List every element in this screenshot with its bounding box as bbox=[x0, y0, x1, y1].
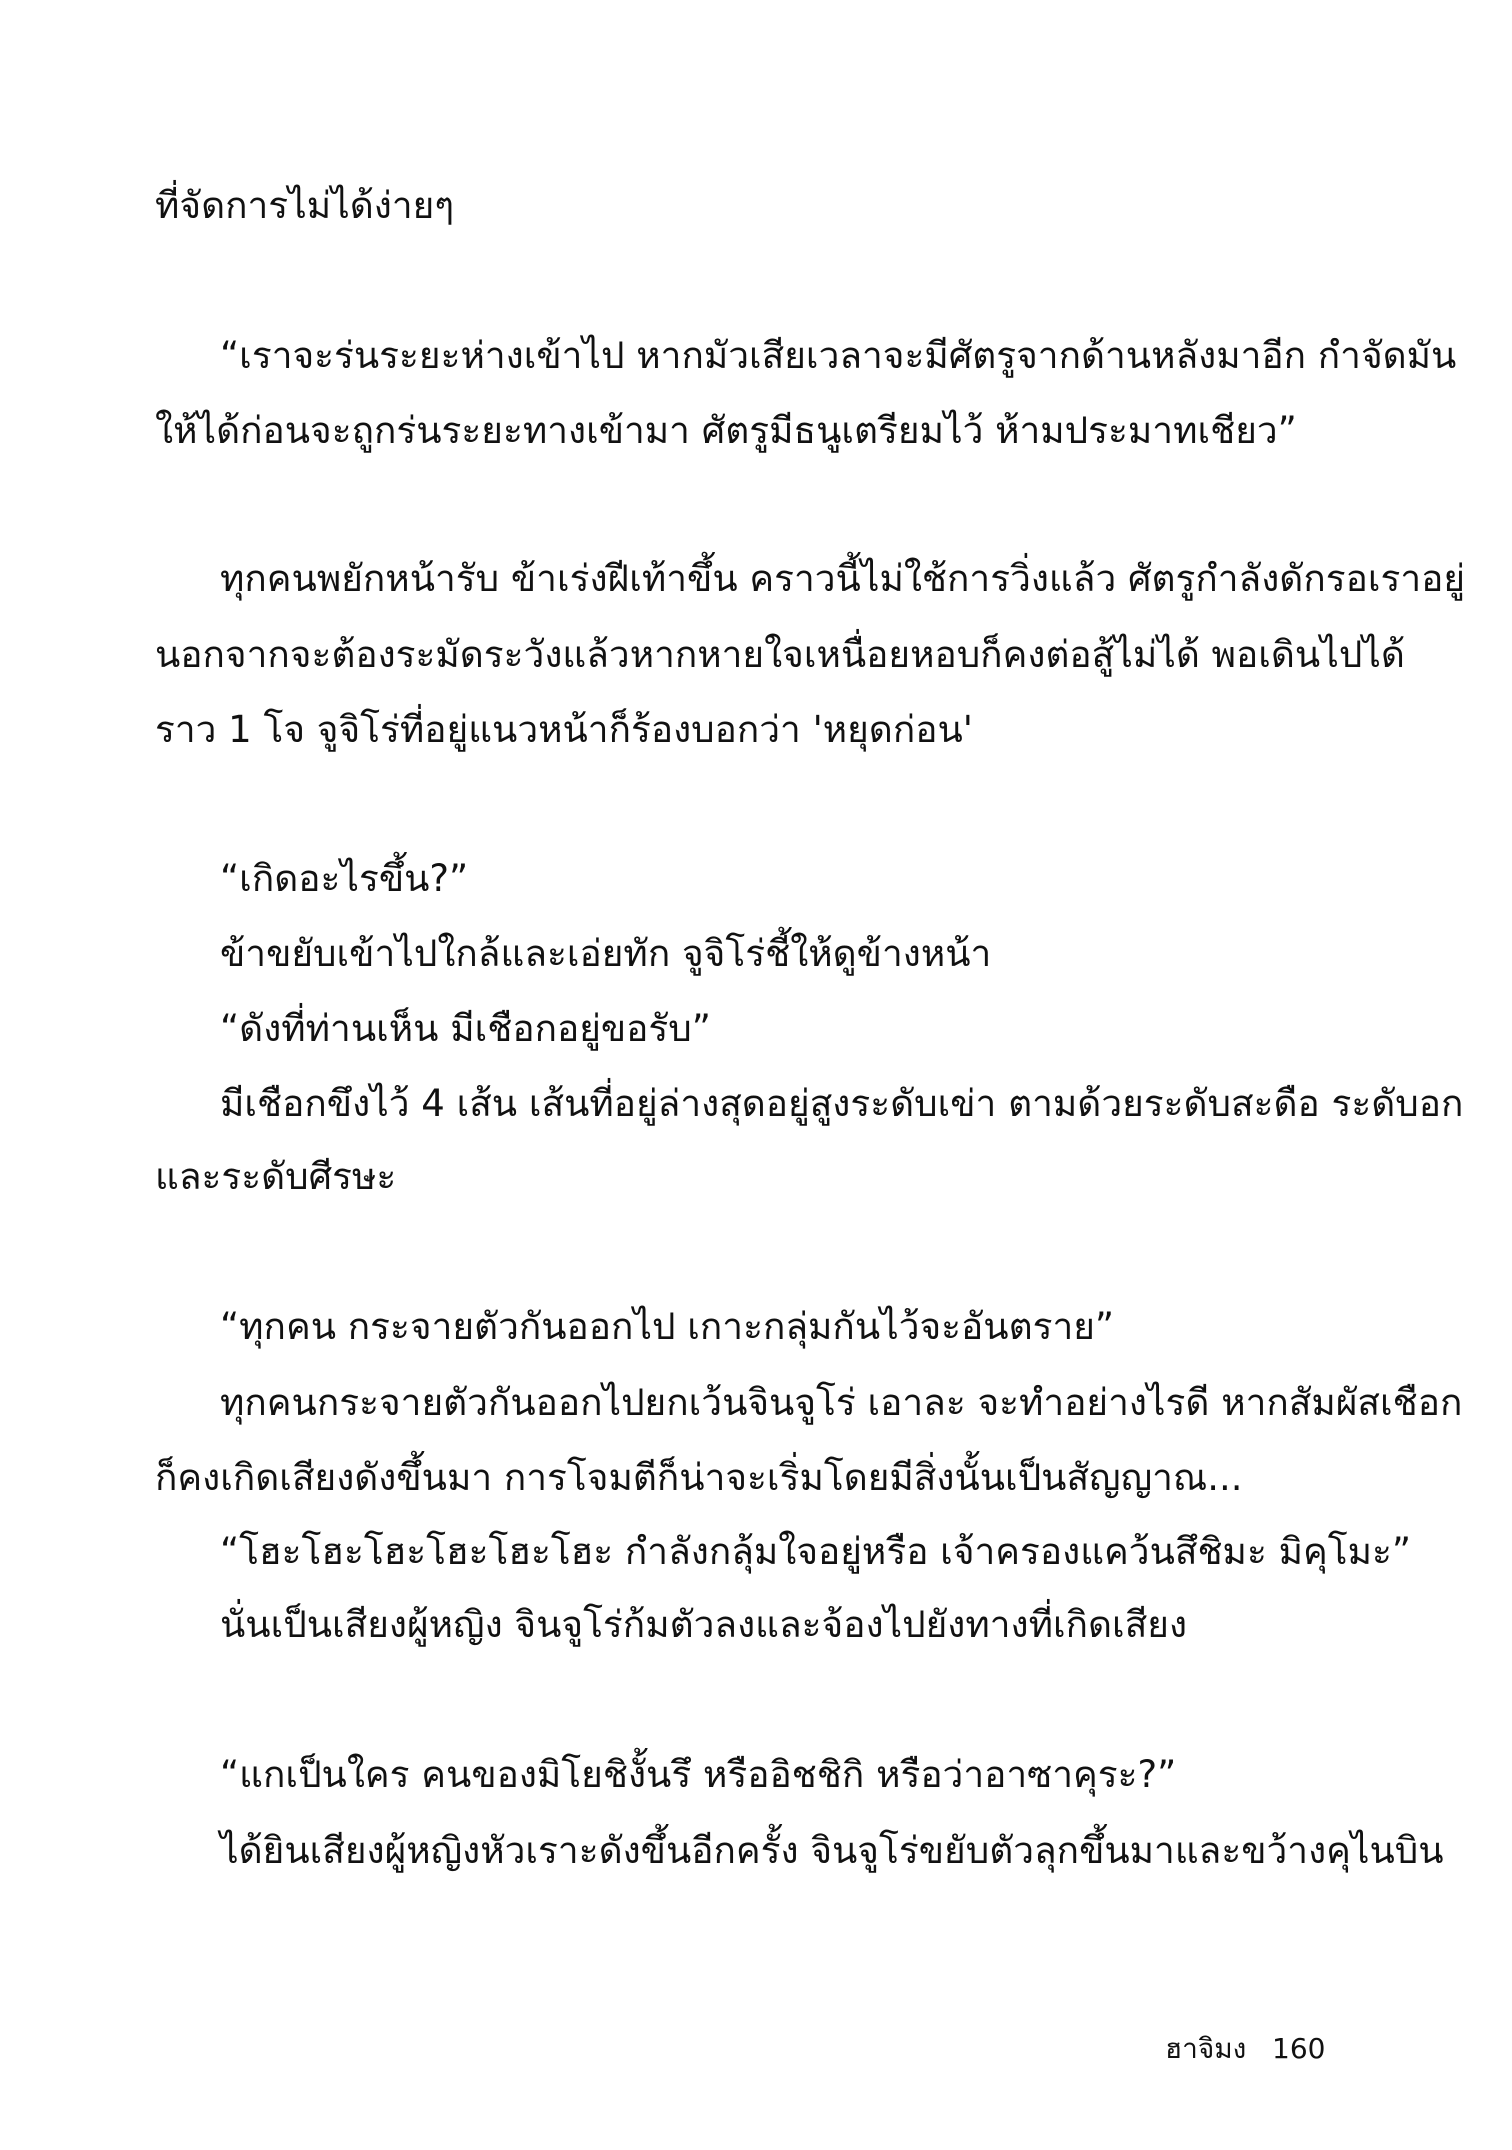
text-line: “ทุกคน กระจายตัวกันออกไป เกาะกลุ่มกันไว้จะอันตราย” bbox=[220, 1305, 1115, 1348]
text-line: ราว 1 โจ จูจิโร่ที่อยู่แนวหน้าก็ร้องบอกว่า 'หยุดก่อน' bbox=[155, 708, 973, 751]
text-line: และระดับศีรษะ bbox=[155, 1155, 397, 1198]
text-line: ก็คงเกิดเสียงดังขึ้นมา การโจมตีก็น่าจะเริ่มโดยมีสิ่งนั้นเป็นสัญญาณ... bbox=[155, 1456, 1243, 1499]
text-line: “โฮะโฮะโฮะโฮะโฮะโฮะ กำลังกลุ้มใจอยู่หรือ เจ้าครองแคว้นสึชิมะ มิคุโมะ” bbox=[220, 1530, 1412, 1573]
text-line: มีเชือกขึงไว้ 4 เส้น เส้นที่อยู่ล่างสุดอยู่สูงระดับเข่า ตามด้วยระดับสะดือ ระดับอก bbox=[220, 1082, 1464, 1125]
text-line: “แกเป็นใคร คนของมิโยชิงั้นรึ หรืออิชชิกิ หรือว่าอาซาคุระ?” bbox=[220, 1753, 1177, 1796]
text-line: “เกิดอะไรขึ้น?” bbox=[220, 857, 469, 900]
text-line: ได้ยินเสียงผู้หญิงหัวเราะดังขึ้นอีกครั้ง จินจูโร่ขยับตัวลุกขึ้นมาและขว้างคุไนบิน bbox=[220, 1829, 1444, 1872]
text-line: ที่จัดการไม่ได้ง่ายๆ bbox=[155, 184, 455, 227]
footer-author: ฮาจิมง bbox=[1165, 2032, 1247, 2065]
text-line: ให้ได้ก่อนจะถูกร่นระยะทางเข้ามา ศัตรูมีธนูเตรียมไว้ ห้ามประมาทเชียว” bbox=[155, 409, 1297, 452]
text-line: ข้าขยับเข้าไปใกล้และเอ่ยทัก จูจิโร่ชี้ให้ดูข้างหน้า bbox=[220, 932, 992, 975]
text-line: “เราจะร่นระยะห่างเข้าไป หากมัวเสียเวลาจะมีศัตรูจากด้านหลังมาอีก กำจัดมัน bbox=[220, 334, 1457, 377]
page-number: 160 bbox=[1272, 2032, 1326, 2065]
text-line: นั่นเป็นเสียงผู้หญิง จินจูโร่ก้มตัวลงและจ้องไปยังทางที่เกิดเสียง bbox=[220, 1603, 1188, 1646]
text-line: “ดังที่ท่านเห็น มีเชือกอยู่ขอรับ” bbox=[220, 1007, 711, 1050]
text-line: ทุกคนกระจายตัวกันออกไปยกเว้นจินจูโร่ เอาละ จะทำอย่างไรดี หากสัมผัสเชือก bbox=[220, 1381, 1463, 1424]
text-line: นอกจากจะต้องระมัดระวังแล้วหากหายใจเหนื่อยหอบก็คงต่อสู้ไม่ได้ พอเดินไปได้ bbox=[155, 633, 1405, 676]
text-line: ทุกคนพยักหน้ารับ ข้าเร่งฝีเท้าขึ้น คราวนี้ไม่ใช้การวิ่งแล้ว ศัตรูกำลังดักรอเราอยู่ bbox=[220, 557, 1466, 600]
